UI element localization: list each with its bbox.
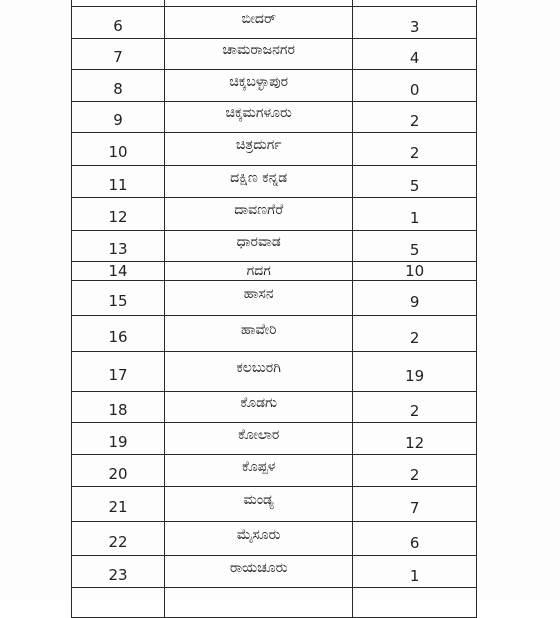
serial-cell xyxy=(72,455,165,487)
count-cell xyxy=(353,392,477,423)
count-value: 6 xyxy=(409,533,420,552)
count-cell xyxy=(353,133,477,166)
district-name: ಚಿಕ್ಕಮಗಳೂರು xyxy=(225,105,292,121)
district-name-cell xyxy=(164,487,352,522)
district-name-cell xyxy=(164,423,352,455)
count-cell xyxy=(353,316,477,352)
count-value: 2 xyxy=(409,144,420,162)
district-name-cell xyxy=(164,316,352,352)
district-name-cell xyxy=(164,556,352,588)
table-row xyxy=(72,352,477,392)
count-value: 3 xyxy=(409,17,420,36)
serial-number: 8 xyxy=(113,79,123,98)
table-row xyxy=(72,231,477,262)
serial-number: 12 xyxy=(108,208,128,226)
district-name-cell xyxy=(164,166,352,198)
table-row xyxy=(72,70,477,102)
table-row xyxy=(72,316,477,352)
serial-number: 19 xyxy=(108,432,128,451)
table-row xyxy=(72,262,477,281)
count-value: 12 xyxy=(405,433,425,452)
table-row xyxy=(72,133,477,166)
count-cell xyxy=(353,166,477,198)
district-name: ಮಂಡ್ಯ xyxy=(243,492,274,508)
count-value: 1 xyxy=(409,209,420,227)
serial-cell xyxy=(72,70,165,102)
count-value: 2 xyxy=(409,112,420,130)
serial-cell xyxy=(72,487,165,522)
district-name: ಹಾವೇರಿ xyxy=(240,321,277,338)
count-cell xyxy=(353,7,477,39)
serial-cell xyxy=(72,102,165,133)
table-row xyxy=(72,39,477,70)
table-row xyxy=(72,166,477,198)
district-name-cell xyxy=(164,102,352,133)
serial-cell xyxy=(72,133,165,166)
count-cell xyxy=(353,522,477,556)
table-row xyxy=(72,7,477,39)
count-cell xyxy=(353,423,477,455)
table-row xyxy=(72,588,477,618)
count-cell xyxy=(353,556,477,588)
count-value: 2 xyxy=(409,328,420,347)
serial-cell xyxy=(72,231,165,262)
serial-number: 20 xyxy=(108,464,128,483)
count-cell xyxy=(353,198,477,231)
district-name: ಮೈಸೂರು xyxy=(236,526,281,543)
serial-cell xyxy=(72,7,165,39)
district-name-cell: ಗದಗ xyxy=(164,262,352,281)
table-row xyxy=(72,556,477,588)
district-count-table xyxy=(71,0,477,618)
serial-cell xyxy=(72,522,165,556)
district-name-cell xyxy=(164,231,352,262)
serial-cell xyxy=(72,352,165,392)
district-name: ದಕ್ಷಿಣ ಕನ್ನಡ xyxy=(230,169,288,186)
district-name-cell xyxy=(164,522,352,556)
count-value: 7 xyxy=(409,499,420,517)
table-row xyxy=(72,487,477,522)
serial-cell xyxy=(72,39,165,70)
serial-number: 10 xyxy=(108,143,128,161)
count-value: 2 xyxy=(409,465,420,484)
count-cell: 10 xyxy=(353,262,477,281)
district-name-cell xyxy=(164,70,352,102)
count-cell xyxy=(353,70,477,102)
serial-number: 6 xyxy=(113,16,123,35)
table-row xyxy=(72,423,477,455)
district-name: ಧಾರವಾಡ xyxy=(236,234,281,250)
count-cell xyxy=(353,487,477,522)
district-name: ಬೀದರ್ xyxy=(241,10,276,27)
count-value: 4 xyxy=(409,49,420,67)
count-value: 5 xyxy=(409,176,420,195)
district-name-cell xyxy=(164,7,352,39)
serial-cell: 14 xyxy=(72,262,165,281)
table-row xyxy=(72,392,477,423)
table-body xyxy=(72,0,477,618)
district-name: ಹಾಸನ xyxy=(243,286,274,302)
serial-number: 16 xyxy=(108,327,128,346)
district-name: ಚಿಕ್ಕಬಳ್ಳಾಪುರ xyxy=(229,73,289,90)
serial-cell xyxy=(72,423,165,455)
table-row xyxy=(72,281,477,316)
serial-cell xyxy=(72,198,165,231)
serial-number: 23 xyxy=(108,565,128,584)
serial-number: 9 xyxy=(113,111,123,129)
district-name: ಚಾಮರಾಜನಗರ xyxy=(222,42,295,58)
serial-number: 21 xyxy=(108,498,128,516)
serial-number: 22 xyxy=(108,532,128,551)
count-value: 9 xyxy=(409,293,420,311)
district-name: ಕಲಬುರಗಿ xyxy=(236,359,281,376)
serial-number: 7 xyxy=(113,48,123,66)
district-name-cell xyxy=(164,352,352,392)
district-name-cell xyxy=(164,281,352,316)
serial-cell xyxy=(72,316,165,352)
district-name: ರಾಯಚೂರು xyxy=(229,559,288,576)
count-cell xyxy=(353,588,477,618)
serial-cell xyxy=(72,166,165,198)
count-value: 1 xyxy=(409,566,420,585)
district-name-cell xyxy=(164,198,352,231)
table-row xyxy=(72,455,477,487)
district-name: ದಾವಣಗೆರೆ xyxy=(234,202,284,218)
district-name-cell xyxy=(164,392,352,423)
count-value: 2 xyxy=(409,402,420,420)
district-name-cell xyxy=(164,133,352,166)
district-name-cell xyxy=(164,588,352,618)
district-name: ಕೊಡಗು xyxy=(240,395,278,411)
count-cell xyxy=(353,281,477,316)
serial-number: 11 xyxy=(108,175,128,194)
district-name: ಚಿತ್ರದುರ್ಗ xyxy=(235,137,282,153)
serial-cell xyxy=(72,392,165,423)
table-row xyxy=(72,102,477,133)
table-row xyxy=(72,198,477,231)
count-value: 0 xyxy=(409,80,420,99)
table-row xyxy=(72,522,477,556)
count-cell xyxy=(353,102,477,133)
district-name: ಕೋಲಾರ xyxy=(238,426,280,443)
district-name-cell xyxy=(164,455,352,487)
count-cell xyxy=(353,352,477,392)
district-name-cell xyxy=(164,39,352,70)
serial-number: 18 xyxy=(108,401,128,419)
count-value: 5 xyxy=(409,241,420,259)
count-value: 19 xyxy=(405,366,425,385)
count-cell xyxy=(353,455,477,487)
serial-cell xyxy=(72,281,165,316)
count-cell xyxy=(353,231,477,262)
serial-number: 15 xyxy=(108,292,128,310)
serial-cell xyxy=(72,588,165,618)
serial-cell xyxy=(72,556,165,588)
serial-number: 17 xyxy=(108,365,128,384)
serial-number: 13 xyxy=(108,240,128,258)
count-cell xyxy=(353,39,477,70)
district-name: ಕೊಪ್ಪಳ xyxy=(241,458,276,475)
